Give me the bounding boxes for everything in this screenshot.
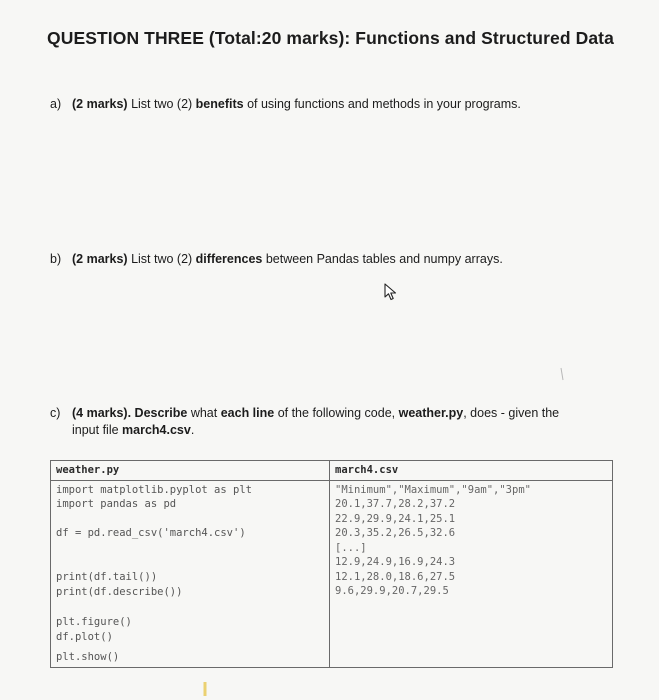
question-part-b — [50, 251, 503, 268]
question-part-a — [50, 96, 521, 113]
part-c-label: c) — [50, 406, 61, 420]
code-line: plt.show() — [56, 651, 120, 663]
code-line: df = pd.read_csv('march4.csv') — [56, 526, 246, 539]
pen-mark — [202, 682, 208, 696]
part-c-text-2: what — [187, 406, 221, 420]
march4-csv-header: march4.csv — [335, 464, 399, 476]
part-c-marks: (4 marks). — [72, 406, 132, 420]
weather-py-header-cell — [51, 461, 330, 481]
csv-line: 9.6,29.9,20.7,29.5 — [335, 585, 449, 597]
csv-line: 20.3,35.2,26.5,32.6 — [335, 527, 456, 539]
code-line: import pandas as pd — [56, 498, 177, 510]
part-c-text-3: of the following code, — [274, 406, 399, 420]
csv-line: 12.9,24.9,16.9,24.3 — [335, 556, 456, 568]
weather-py-header: weather.py — [56, 464, 120, 476]
pen-tick-mark — [560, 367, 564, 381]
part-b-text-after: between Pandas tables and numpy arrays. — [262, 252, 503, 266]
part-c-emph-march4: march4.csv — [122, 423, 191, 437]
code-line: plt.figure() — [56, 616, 132, 628]
part-c-second-line — [50, 422, 620, 439]
csv-line: [...] — [335, 541, 367, 554]
code-spacer — [56, 599, 324, 615]
part-b-label: b) — [50, 252, 62, 266]
part-a-text-before: List two (2) — [127, 97, 196, 111]
csv-line: 12.1,28.0,18.6,27.5 — [335, 570, 456, 583]
part-c-emph-each-line: each line — [220, 406, 275, 420]
part-c-line2-after: . — [190, 423, 195, 437]
part-a-emphasis: benefits — [195, 97, 244, 111]
csv-line: 22.9,29.9,24.1,25.1 — [335, 512, 456, 525]
march4-csv-content-cell — [330, 480, 613, 667]
part-b-text-before: List two (2) — [127, 252, 196, 266]
part-a-label: a) — [50, 97, 62, 111]
part-b-emphasis: differences — [195, 252, 263, 266]
code-spacer — [56, 540, 324, 570]
part-c-emph-describe: Describe — [134, 406, 188, 420]
part-c-text-4: , does - given the — [463, 406, 560, 420]
code-table — [50, 460, 613, 668]
question-heading: QUESTION THREE (Total:20 marks): Functions and Structured Data — [47, 28, 614, 48]
part-a-marks: (2 marks) — [72, 97, 128, 111]
part-c-emph-weather: weather.py — [398, 406, 464, 420]
code-line: import matplotlib.pyplot as plt — [56, 483, 252, 496]
code-line: print(df.tail()) — [56, 571, 158, 583]
csv-line: "Minimum","Maximum","9am","3pm" — [335, 483, 531, 496]
code-line: print(df.describe()) — [56, 585, 183, 598]
mouse-pointer-icon — [384, 283, 398, 301]
code-spacer — [56, 512, 324, 526]
question-part-c — [50, 405, 620, 439]
march4-csv-header-cell — [330, 461, 613, 481]
part-a-text-after: of using functions and methods in your programs. — [243, 97, 521, 111]
part-c-line2-before: input file — [72, 423, 123, 437]
code-line: df.plot() — [56, 630, 113, 643]
part-b-marks: (2 marks) — [72, 252, 128, 266]
weather-py-code-cell — [51, 480, 330, 667]
csv-line: 20.1,37.7,28.2,37.2 — [335, 498, 456, 510]
